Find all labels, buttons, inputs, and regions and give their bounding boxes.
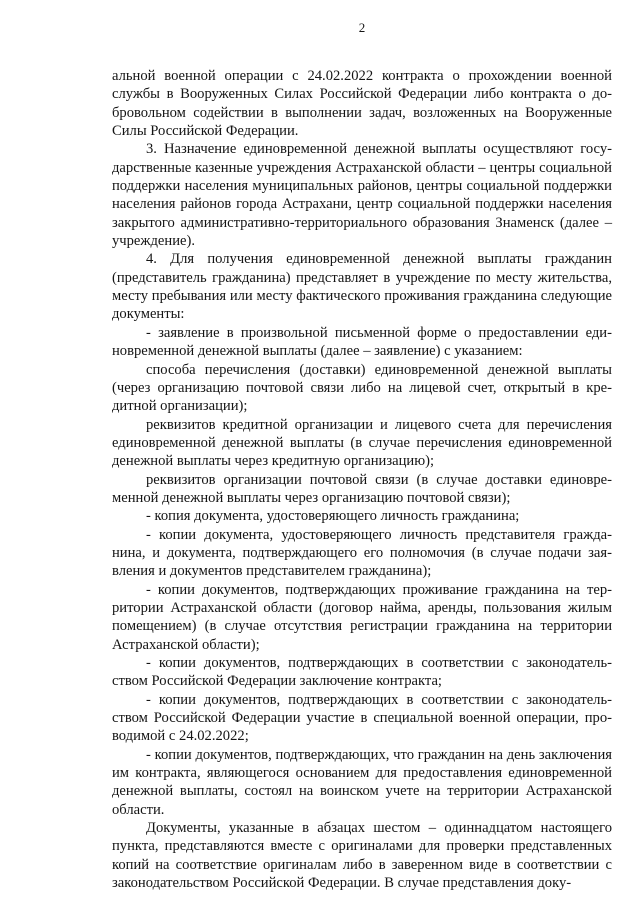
paragraph-continuation: альной военной операции с 24.02.2022 контракта о прохождении военной службы в Вооруженных Силах Российской Федерации либо контракта о добровольном содействии в выполнении задач, возложенных на Вооруженные Силы Российской Федерации. [112,68,612,140]
list-item-contract-copy: - копии документов, подтверждающих в соответствии с законодательством Российской Федерации заключение контракта; [112,655,612,690]
sub-item-payment-method: способа перечисления (доставки) единовременной денежной выплаты (через организацию почтовой связи либо на лицевой счет, открытый в кредитной организации); [112,361,612,415]
list-item-identity-copy: - копия документа, удостоверяющего личность гражданина; [146,508,520,525]
paragraph-item-4: 4. Для получения единовременной денежной выплаты гражданин (представитель гражданина) представляет в учреждение по месту жительства, месту пребывания или месту фактического проживания гражданина следующие документы: [112,251,612,323]
document-page [112,20,612,892]
list-item-military-registration-copy: - копии документов, подтверждающих, что гражданин на день заключения им контракта, являющегося основанием для предоставления единовременной денежной выплаты, состоял на воинском учете на территории Астраханской области. [112,746,612,818]
document-body [112,67,612,892]
sub-item-postal-details: реквизитов организации почтовой связи (в случае доставки единовременной денежной выплаты через организацию почтовой связи); [112,471,612,506]
page-number: 2 [358,20,366,35]
list-item-application: - заявление в произвольной письменной форме о предоставлении единовременной денежной выплаты (далее – заявление) с указанием: [112,324,612,360]
paragraph-documents-note: Документы, указанные в абзацах шестом – одиннадцатом настоящего пункта, представляются вместе с оригиналами для проверки представленных копий на соответствие оригиналам либо в заверенном виде в соответствии с законодательством Российской Федерации. В случае представления доку- [112,820,612,892]
list-item-participation-copy: - копии документов, подтверждающих в соответствии с законодательством Российской Федерации участие в специальной военной операции, проводимой с 24.02.2022; [112,691,612,745]
sub-item-bank-details: реквизитов кредитной организации и лицевого счета для перечисления единовременной денежной выплаты (в случае перечисления единовременной денежной выплаты через кредитную организацию); [112,416,612,470]
list-item-residence-copy: - копии документов, подтверждающих проживание гражданина на территории Астраханской области (договор найма, аренды, пользования жилым помещением) (в случае отсутствия регистрации гражданина на территории Астраханской области); [112,581,612,653]
list-item-representative-copy: - копии документа, удостоверяющего личность представителя гражданина, и документа, подтверждающего его полномочия (в случае подачи заявления и документов представителем гражданина); [112,526,612,580]
paragraph-item-3: 3. Назначение единовременной денежной выплаты осуществляют государственные казенные учреждения Астраханской области – центры социальной поддержки населения муниципальных районов, центры социальной поддержки населения районов города Астрахани, центр социальной поддержки населения закрытого административно-территориального образования Знаменск (далее – учреждение). [112,141,612,250]
